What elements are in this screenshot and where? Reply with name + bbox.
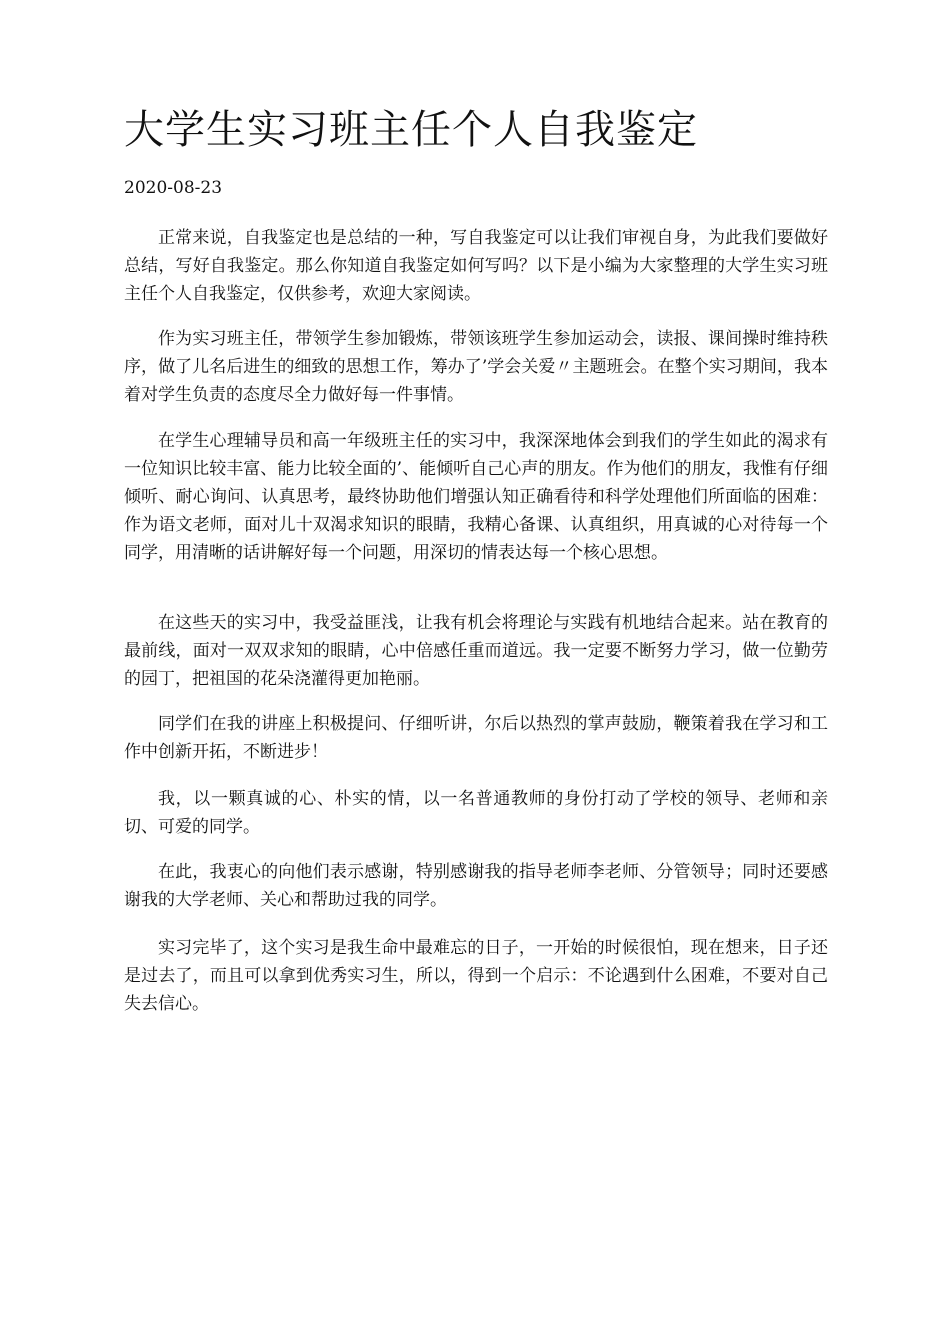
paragraph-conclusion: 实习完毕了，这个实习是我生命中最难忘的日子，一开始的时候很怕，现在想来，日子还是过去了，而且可以拿到优秀实习生，所以，得到一个启示：不论遇到什么困难，不要对自己失去信心。 [124,938,828,1014]
paragraph-thanks: 在此，我衷心的向他们表示感谢，特别感谢我的指导老师李老师、分管领导；同时还要感谢我的大学老师、关心和帮助过我的同学。 [124,862,828,910]
paragraph-intro: 正常来说，自我鉴定也是总结的一种，写自我鉴定可以让我们审视自身，为此我们要做好总结，写好自我鉴定。那么你知道自我鉴定如何写吗？以下是小编为大家整理的大学生实习班主任个人自我鉴定，仅供参考，欢迎大家阅读。 [124,228,828,304]
paragraph-class-teacher: 作为实习班主任，带领学生参加锻炼，带领该班学生参加运动会，读报、课间操时维持秩序，做了儿名后进生的细致的思想工作，筹办了’学会关爱〃主题班会。在整个实习期间，我本着对学生负责的态度尽全力做好每一件事情。 [124,329,828,405]
page-title: 大学生实习班主任个人自我鉴定 [124,107,698,153]
paragraph-counselor: 在学生心理辅导员和高一年级班主任的实习中，我深深地体会到我们的学生如此的渴求有一位知识比较丰富、能力比较全面的’、能倾听自己心声的朋友。作为他们的朋友，我惟有仔细倾听、耐心询问、认真思考，最终协助他们增强认知正确看待和科学处理他们所面临的困难：作为语文老师，面对儿十双渴求知识的眼睛，我精心备课、认真组织，用真诚的心对待每一个同学，用清晰的话讲解好每一个问题，用深切的情表达每一个核心思想。 [124,431,828,563]
paragraph-benefit: 在这些天的实习中，我受益匪浅，让我有机会将理论与实践有机地结合起来。站在教育的最前线，面对一双双求知的眼睛，心中倍感任重而道远。我一定要不断努力学习，做一位勤劳的园丁，把祖国的花朵浇灌得更加艳丽。 [124,613,828,689]
publish-date: 2020-08-23 [124,178,223,198]
paragraph-sincerity: 我，以一颗真诚的心、朴实的情，以一名普通教师的身份打动了学校的领导、老师和亲切、可爱的同学。 [124,789,828,837]
paragraph-lecture: 同学们在我的讲座上积极提问、仔细听讲，尔后以热烈的掌声鼓励，鞭策着我在学习和工作中创新开拓，不断进步！ [124,714,828,762]
